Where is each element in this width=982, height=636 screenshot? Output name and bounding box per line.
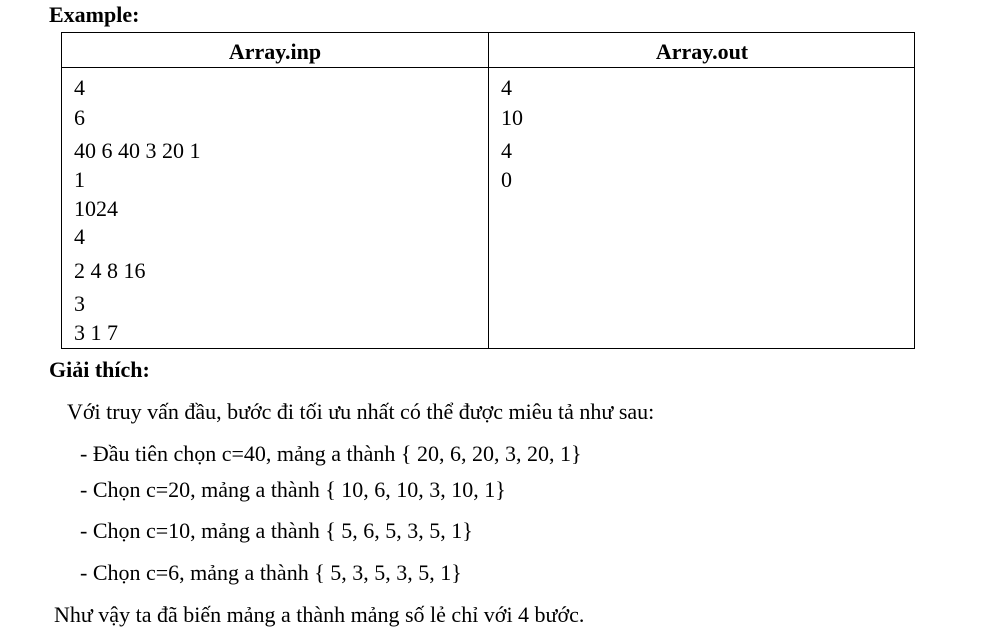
input-line: 40 6 40 3 20 1 — [74, 138, 201, 163]
intro-text: Với truy vấn đầu, bước đi tối ưu nhất có thể được miêu tả như sau: — [67, 399, 655, 424]
input-file-header: Array.inp — [228, 39, 322, 64]
step-item: - Đầu tiên chọn c=40, mảng a thành { 20, 6, 20, 3, 20, 1} — [80, 441, 582, 466]
step-item: - Chọn c=20, mảng a thành { 10, 6, 10, 3, 10, 1} — [80, 477, 506, 502]
explanation-heading: Giải thích: — [49, 357, 150, 382]
output-file-header: Array.out — [655, 39, 749, 64]
column-divider — [488, 33, 489, 348]
input-line: 3 1 7 — [74, 320, 118, 345]
input-line: 1024 — [74, 196, 118, 221]
input-line: 1 — [74, 167, 85, 192]
input-line: 6 — [74, 105, 85, 130]
input-line: 4 — [74, 224, 85, 249]
input-line: 4 — [74, 75, 85, 100]
output-line: 4 — [501, 75, 512, 100]
input-line: 3 — [74, 291, 85, 316]
output-line: 10 — [501, 105, 523, 130]
conclusion-text: Như vậy ta đã biến mảng a thành mảng số lẻ chỉ với 4 bước. — [54, 602, 585, 627]
output-line: 4 — [501, 138, 512, 163]
output-line: 0 — [501, 167, 512, 192]
example-heading: Example: — [49, 2, 140, 27]
step-item: - Chọn c=6, mảng a thành { 5, 3, 5, 3, 5, 1} — [80, 560, 462, 585]
step-item: - Chọn c=10, mảng a thành { 5, 6, 5, 3, 5, 1} — [80, 518, 473, 543]
input-line: 2 4 8 16 — [74, 258, 146, 283]
io-table — [61, 32, 915, 349]
